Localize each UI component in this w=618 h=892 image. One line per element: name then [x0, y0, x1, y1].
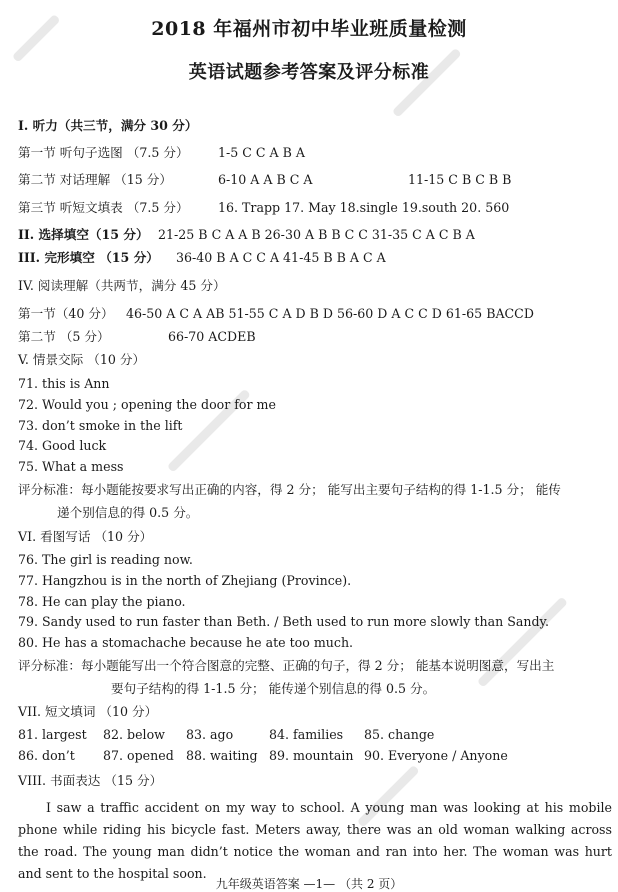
section-3: III. 完形填空 （15 分） 36-40 B A C C A 41-45 B B A C A: [18, 250, 386, 265]
section-2: II. 选择填空（15 分） 21-25 B C A A B 26-30 A B B C C 31-35 C A C B A: [18, 227, 475, 242]
section-1-part-2: 第二节 对话理解 （15 分） 6-10 A A B C A 11-15 C B C B B: [18, 172, 512, 187]
section-4-part-2: 第二节 （5 分） 66-70 ACDEB: [18, 329, 256, 344]
section-1-part-1: 第一节 听句子选图 （7.5 分） 1-5 C C A B A: [18, 145, 306, 160]
section-1-heading: I. 听力（共三节，满分 30 分）: [18, 118, 198, 133]
answer-73: 73. don’t smoke in the lift: [18, 418, 183, 433]
document-subtitle: 英语试题参考答案及评分标准: [188, 62, 430, 83]
section-8-heading: VIII. 书面表达 （15 分）: [18, 773, 163, 788]
document-title: 2018 年福州市初中毕业班质量检测: [151, 18, 467, 40]
section-5-criteria: 评分标准：每小题能按要求写出正确的内容，得 2 分； 能写出主要句子结构的得 1-1.5 分； 能传: [18, 482, 561, 497]
answer-74: 74. Good luck: [18, 438, 107, 453]
answer-76: 76. The girl is reading now.: [18, 552, 193, 567]
section-4-heading: IV. 阅读理解（共两节，满分 45 分）: [18, 278, 226, 293]
answer-72: 72. Would you ; opening the door for me: [18, 397, 276, 412]
section-6-heading: VI. 看图写话 （10 分）: [18, 529, 153, 544]
answer-80: 80. He has a stomachache because he ate too much.: [18, 635, 354, 650]
section-7-heading: VII. 短文填词 （10 分）: [18, 704, 158, 719]
answer-75: 75. What a mess: [18, 459, 124, 474]
page-footer: 九年级英语答案 —1— （共 2 页）: [215, 877, 403, 891]
section-1-part-3: 第三节 听短文填表 （7.5 分） 16. Trapp 17. May 18.single 19.south 20. 560: [18, 200, 510, 215]
section-7-row-2: 86. don’t 87. opened 88. waiting 89. mountain 90. Everyone / Anyone: [18, 748, 508, 763]
section-7-row-1: 81. largest 82. below 83. ago 84. families 85. change: [18, 727, 435, 742]
section-5-criteria-cont: 递个别信息的得 0.5 分。: [57, 505, 199, 520]
model-essay: I saw a traffic accident on my way to school. A young man was looking at his mobile phone while riding his bicycle fast. Meters away, there was an old woman walking across the road. The young man didn’t notice the woman and ran into her. The woman was hurt and sent to the hospital soon.: [18, 800, 612, 881]
answer-77: 77. Hangzhou is in the north of Zhejiang (Province).: [18, 573, 352, 588]
section-6-criteria-cont: 要句子结构的得 1-1.5 分； 能传递个别信息的得 0.5 分。: [111, 681, 436, 696]
section-5-heading: V. 情景交际 （10 分）: [18, 352, 146, 367]
section-6-criteria: 评分标准：每小题能写出一个符合图意的完整、正确的句子，得 2 分； 能基本说明图意，写出主: [18, 658, 555, 673]
section-4-part-1: 第一节（40 分） 46-50 A C A AB 51-55 C A D B D 56-60 D A C C D 61-65 BACCD: [18, 306, 534, 321]
answer-78: 78. He can play the piano.: [18, 594, 186, 609]
answer-79: 79. Sandy used to run faster than Beth. / Beth used to run more slowly than Sandy.: [18, 614, 549, 629]
answer-71: 71. this is Ann: [18, 376, 110, 391]
